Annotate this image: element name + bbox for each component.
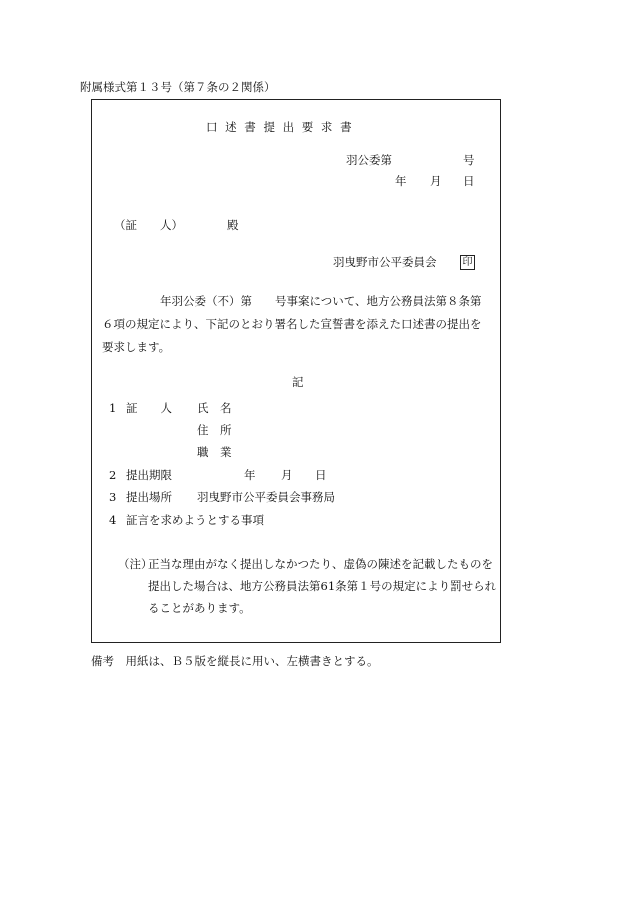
item4-label: 証言を求めようとする事項 <box>126 513 264 527</box>
issuer-seal <box>458 255 475 270</box>
date-year: 年 <box>395 174 407 188</box>
item4-num: 4 <box>109 513 117 527</box>
remarks: 備考 用紙は、Ｂ５版を縦長に用い、左横書きとする。 <box>91 654 379 668</box>
date-month: 月 <box>430 174 442 188</box>
item2-day: 日 <box>315 468 327 482</box>
item1-field-address: 住 所 <box>197 423 232 437</box>
seal-stamp: 印 <box>460 255 475 270</box>
doc-number-suffix: 号 <box>463 153 475 167</box>
item2-num: 2 <box>109 468 117 482</box>
date-day: 日 <box>463 174 475 188</box>
item2-month: 月 <box>281 468 293 482</box>
item2-label: 提出期限 <box>126 468 172 482</box>
item1-num: 1 <box>109 401 117 415</box>
item1-label: 証 人 <box>126 401 172 415</box>
note-body: 正当な理由がなく提出しなかつたり、虚偽の陳述を記載したものを提出した場合は、地方公務員法第61条第１号の規定により罰せられることがあります。 <box>148 557 497 615</box>
header-note: 附属様式第１３号（第７条の２関係） <box>80 80 276 94</box>
item3-num: 3 <box>109 490 117 504</box>
doc-number-prefix: 羽公委第 <box>346 153 392 167</box>
item3-value: 羽曳野市公平委員会事務局 <box>197 490 335 504</box>
item3-label: 提出場所 <box>126 490 172 504</box>
item1-field-name: 氏 名 <box>197 401 232 415</box>
addressee-honorific: 殿 <box>227 218 239 232</box>
issuer-name: 羽曳野市公平委員会 <box>333 255 437 269</box>
ki-heading: 記 <box>292 375 304 389</box>
note-label: （注） <box>118 557 153 571</box>
addressee-label: （証 人） <box>114 218 183 232</box>
note-text <box>140 553 504 619</box>
body-text: 年羽公委（不）第 号事案について、地方公務員法第８条第６項の規定により、下記のとおり署名した宣誓書を添えた口述書の提出を要求します。 <box>102 294 482 354</box>
item1-field-occupation: 職 業 <box>197 445 232 459</box>
item2-year: 年 <box>244 468 256 482</box>
form-title: 口 述 書 提 出 要 求 書 <box>206 120 354 134</box>
